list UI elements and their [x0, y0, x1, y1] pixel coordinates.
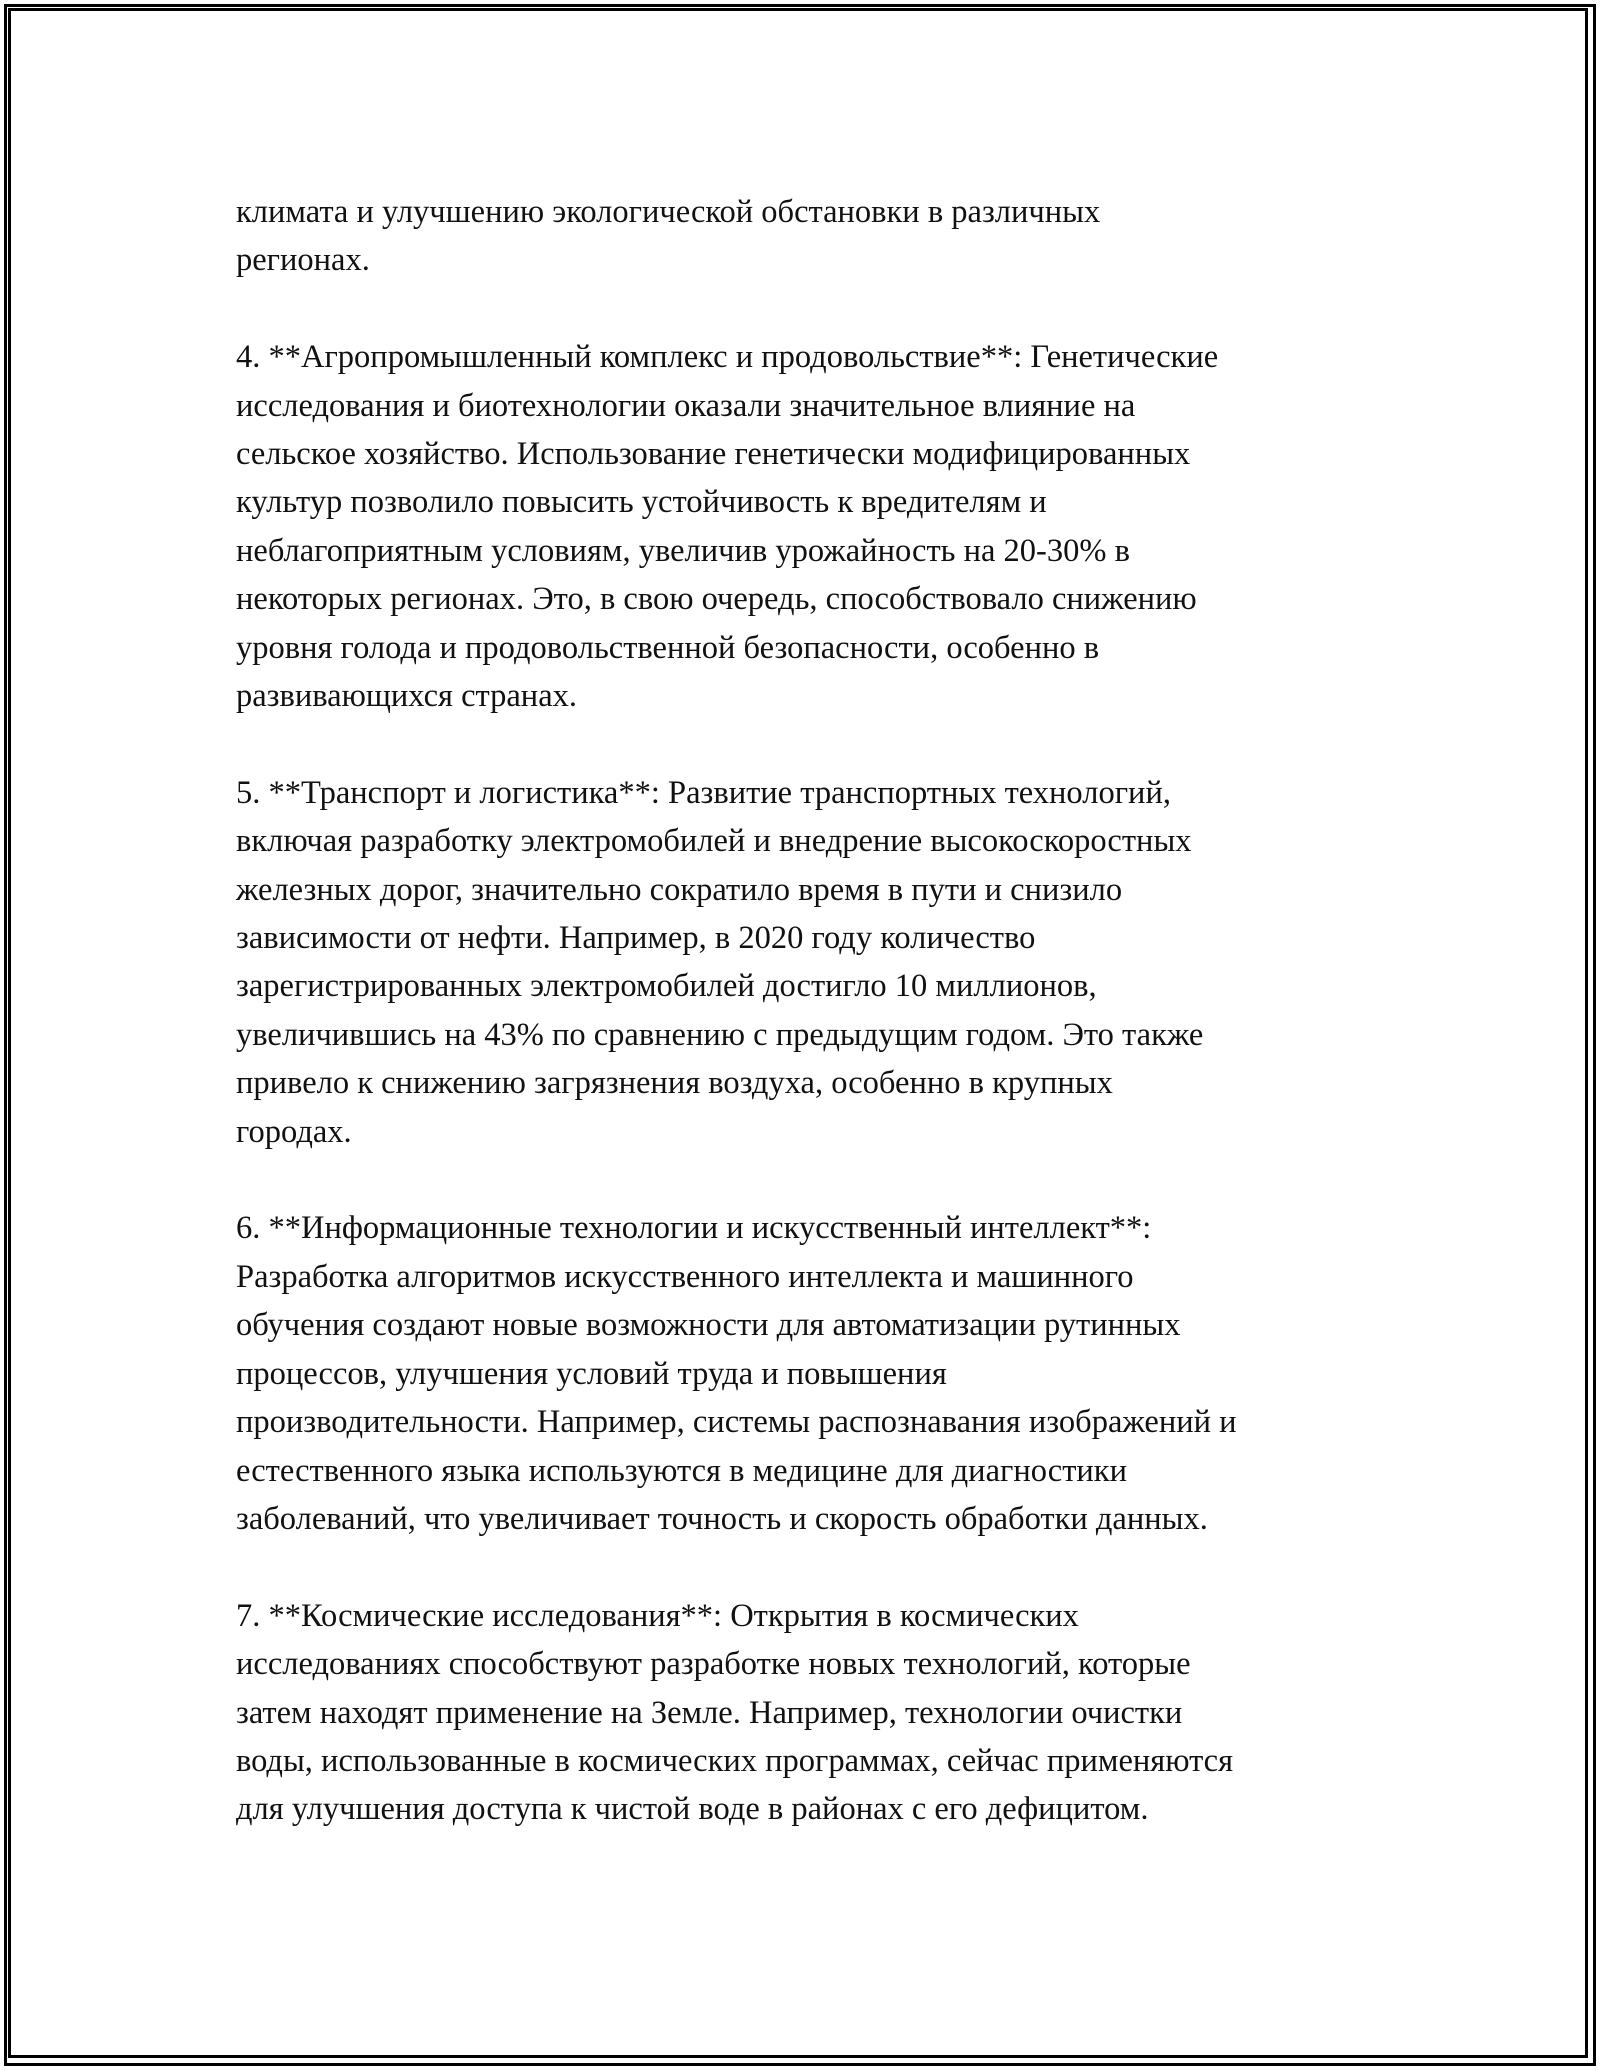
paragraph-transport: 5. **Транспорт и логистика**: Развитие транспортных технологий, включая разработку электромобилей и внедрение высокоскоростных железных дорог, значительно сократило время в пути и снизило зависимости от нефти. Например, в 2020 году количество зарегистрированных электромобилей достигло 10 миллионов, увеличившись на 43% по сравнению с предыдущим годом. Это также привело к снижению загрязнения воздуха, особенно в крупных городах. — [236, 774, 1204, 1150]
paragraph-climate-continuation: климата и улучшению экологической обстановки в различных регионах. — [236, 194, 1101, 279]
document-body — [236, 188, 1376, 1882]
paragraph-space: 7. **Космические исследования**: Открытия в космических исследованиях способствуют разработке новых технологий, которые затем находят применение на Земле. Например, технологии очистки воды, использованные в космических программах, сейчас применяются для улучшения доступа к чистой воде в районах с его дефицитом. — [236, 1597, 1234, 1828]
paragraph-it-ai: 6. **Информационные технологии и искусственный интеллект**: Разработка алгоритмов искусственного интеллекта и машинного обучения создают новые возможности для автоматизации рутинных процессов, улучшения условий труда и повышения производительности. Например, системы распознавания изображений и естественного языка используются в медицине для диагностики заболеваний, что увеличивает точность и скорость обработки данных. — [236, 1210, 1237, 1537]
paragraph-agriculture: 4. **Агропромышленный комплекс и продовольствие**: Генетические исследования и биотехнологии оказали значительное влияние на сельское хозяйство. Использование генетически модифицированных культур позволило повысить устойчивость к вредителям и неблагоприятным условиям, увеличив урожайность на 20-30% в некоторых регионах. Это, в свою очередь, способствовало снижению уровня голода и продовольственной безопасности, особенно в развивающихся странах. — [236, 339, 1219, 715]
